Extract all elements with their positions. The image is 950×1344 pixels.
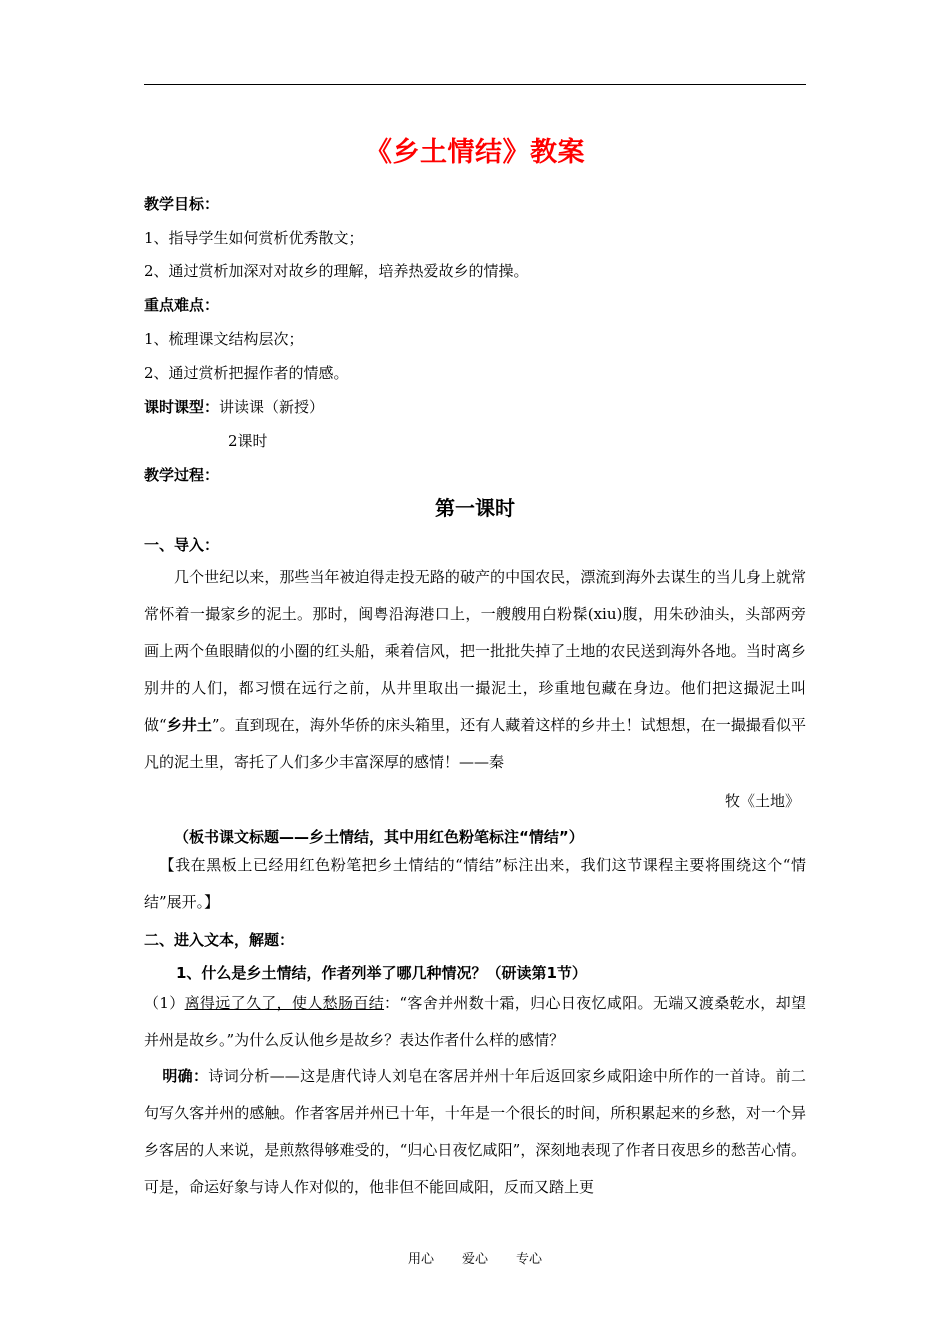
document-title: 《乡土情结》教案: [365, 137, 585, 168]
footer-word-3: 专心: [516, 1252, 543, 1267]
lesson-hours: 2课时: [228, 432, 268, 450]
board-note: （板书课文标题——乡土情结，其中用红色粉笔标注“情结”）: [174, 828, 584, 846]
intro-source: 牧《土地》: [724, 792, 800, 810]
lesson-type-value: 讲读课（新授）: [219, 398, 325, 416]
key-points-label: 重点难点：: [144, 296, 220, 314]
item-1-text: ：“客舍并州数十霜，归心日夜忆咸阳。无端又渡桑乾水，却望并州是故乡。”为什么反认他乡是故乡？表达作者什么样的感情？: [144, 994, 806, 1049]
item-1-number: （1）: [144, 994, 185, 1012]
intro-text-a: 几个世纪以来，那些当年被迫得走投无路的破产的中国农民，漂流到海外去谋生的当儿身上就常常怀着一撮家乡的泥土。那时，闽粤沿海港口上，一艘艘用白粉髹(xiu)腹，用朱砂油头，头部两旁画上两个鱼眼睛似的小圈的红头船，乘着信风，把一批批失掉了土地的农民送到海外各地。当时离乡别井的人们，都习惯在远行之前，从井里取出一撮泥土，珍重地包藏在身边。他们把这撮泥土叫做“: [144, 568, 806, 734]
goal-item-1: 1、指导学生如何赏析优秀散文；: [144, 229, 364, 247]
teacher-note: [144, 847, 806, 921]
intro-highlight: 乡井土: [166, 716, 212, 734]
item-1-underlined: 离得远了久了，使人愁肠百结: [184, 994, 385, 1012]
part2-label: 二、进入文本，解题：: [144, 931, 295, 949]
clarification-paragraph: [144, 1058, 806, 1206]
clarification-text: 诗词分析——这是唐代诗人刘皂在客居并州十年后返回家乡咸阳途中所作的一首诗。前二句写久客并州的感触。作者客居并州已十年，十年是一个很长的时间，所积累起来的乡愁，对一个异乡客居的人来说，是煎熬得够难受的，“归心日夜忆咸阳”，深刻地表现了作者日夜思乡的愁苦心情。可是，命运好象与诗人作对似的，他非但不能回咸阳，反而又踏上更: [144, 1067, 806, 1196]
clarification-label: 明确：: [162, 1067, 209, 1085]
goals-label: 教学目标：: [144, 195, 220, 213]
header-rule: [144, 84, 806, 85]
item-1-paragraph: [144, 985, 806, 1059]
footer-word-2: 爱心: [461, 1252, 488, 1267]
footer-word-1: 用心: [407, 1252, 434, 1267]
lesson-type-label: 课时课型：: [144, 398, 220, 416]
teacher-note-text: 【我在黑板上已经用红色粉笔把乡土情结的“情结”标注出来，我们这节课程主要将围绕这个“情结”展开。】: [144, 856, 806, 911]
intro-paragraph: [144, 559, 806, 781]
lesson-type-row: [144, 396, 324, 417]
key-point-2: 2、通过赏析把握作者的情感。: [144, 364, 349, 382]
lesson-heading: 第一课时: [435, 496, 515, 520]
question-1: 1、什么是乡土情结，作者列举了哪几种情况？（研读第1节）: [176, 964, 587, 982]
process-label: 教学过程：: [144, 466, 220, 484]
part1-label: 一、导入：: [144, 536, 220, 554]
key-point-1: 1、梳理课文结构层次；: [144, 330, 304, 348]
intro-text-b: ”。直到现在，海外华侨的床头箱里，还有人藏着这样的乡井土！试想想，在一撮撮看似平凡的泥土里，寄托了人们多少丰富深厚的感情！——秦: [144, 716, 806, 771]
goal-item-2: 2、通过赏析加深对对故乡的理解，培养热爱故乡的情操。: [144, 262, 529, 280]
page-footer: [0, 1248, 950, 1267]
